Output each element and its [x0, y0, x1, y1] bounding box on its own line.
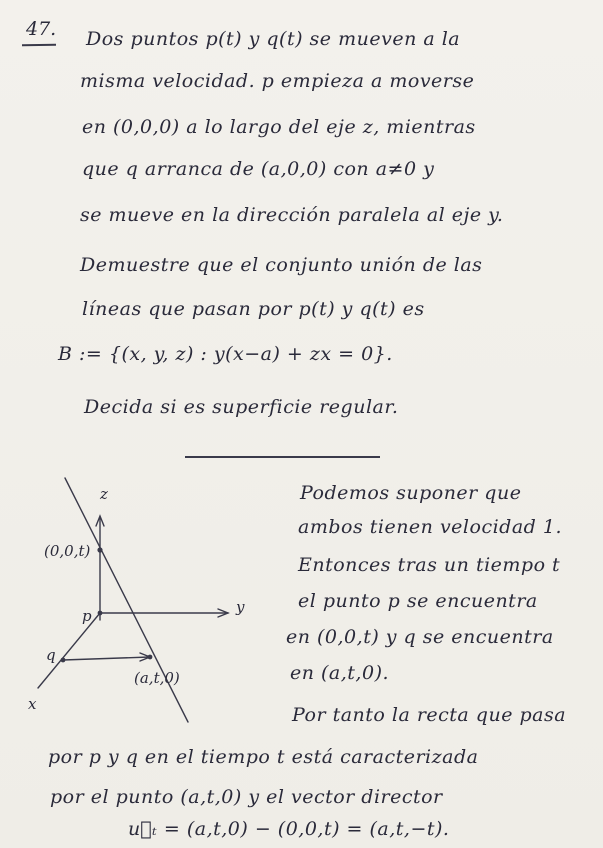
exercise-number: 47. — [26, 18, 57, 40]
point-p-at-t-label: (0,0,t) — [44, 542, 91, 560]
exercise-number-underline — [22, 44, 56, 47]
solution-line-7: Por tanto la recta que pasa — [292, 704, 567, 726]
solution-line-4: el punto p se encuentra — [298, 590, 538, 612]
statement-line-7: líneas que pasan por p(t) y q(t) es — [82, 298, 425, 320]
solution-line-10: u⃗ₜ = (a,t,0) − (0,0,t) = (a,t,−t). — [128, 818, 450, 840]
q-path — [63, 657, 150, 660]
point-p-label: p — [82, 607, 92, 625]
solution-line-2: ambos tienen velocidad 1. — [298, 516, 562, 538]
point-q — [61, 658, 66, 663]
section-divider — [185, 456, 380, 458]
y-axis-label: y — [236, 598, 245, 616]
point-q-label: q — [46, 646, 56, 664]
z-axis-label: z — [100, 485, 108, 503]
x-axis-label: x — [28, 695, 37, 713]
statement-line-1: Dos puntos p(t) y q(t) se mueven a la — [86, 28, 461, 50]
set-B-formula: B := {(x, y, z) : y(x−a) + zx = 0}. — [58, 343, 393, 365]
statement-line-4: que q arranca de (a,0,0) con a≠0 y — [82, 158, 435, 180]
statement-line-9: Decida si es superficie regular. — [84, 396, 399, 418]
solution-line-9: por el punto (a,t,0) y el vector director — [50, 786, 443, 808]
solution-line-6: en (a,t,0). — [290, 662, 390, 684]
statement-line-2: misma velocidad. p empieza a moverse — [80, 70, 475, 92]
statement-line-3: en (0,0,0) a lo largo del eje z, mientras — [82, 116, 476, 138]
3d-axes-diagram — [0, 470, 300, 740]
solution-line-1: Podemos suponer que — [300, 482, 522, 504]
point-p-origin — [98, 611, 103, 616]
point-q-at-t — [148, 655, 153, 660]
point-p-at-t — [97, 547, 102, 552]
point-q-at-t-label: (a,t,0) — [134, 669, 180, 687]
statement-line-6: Demuestre que el conjunto unión de las — [80, 254, 483, 276]
solution-line-8: por p y q en el tiempo t está caracterizada — [48, 746, 479, 768]
solution-line-5: en (0,0,t) y q se encuentra — [286, 626, 554, 648]
solution-line-3: Entonces tras un tiempo t — [298, 554, 561, 576]
statement-line-5: se mueve en la dirección paralela al eje y. — [80, 204, 504, 226]
